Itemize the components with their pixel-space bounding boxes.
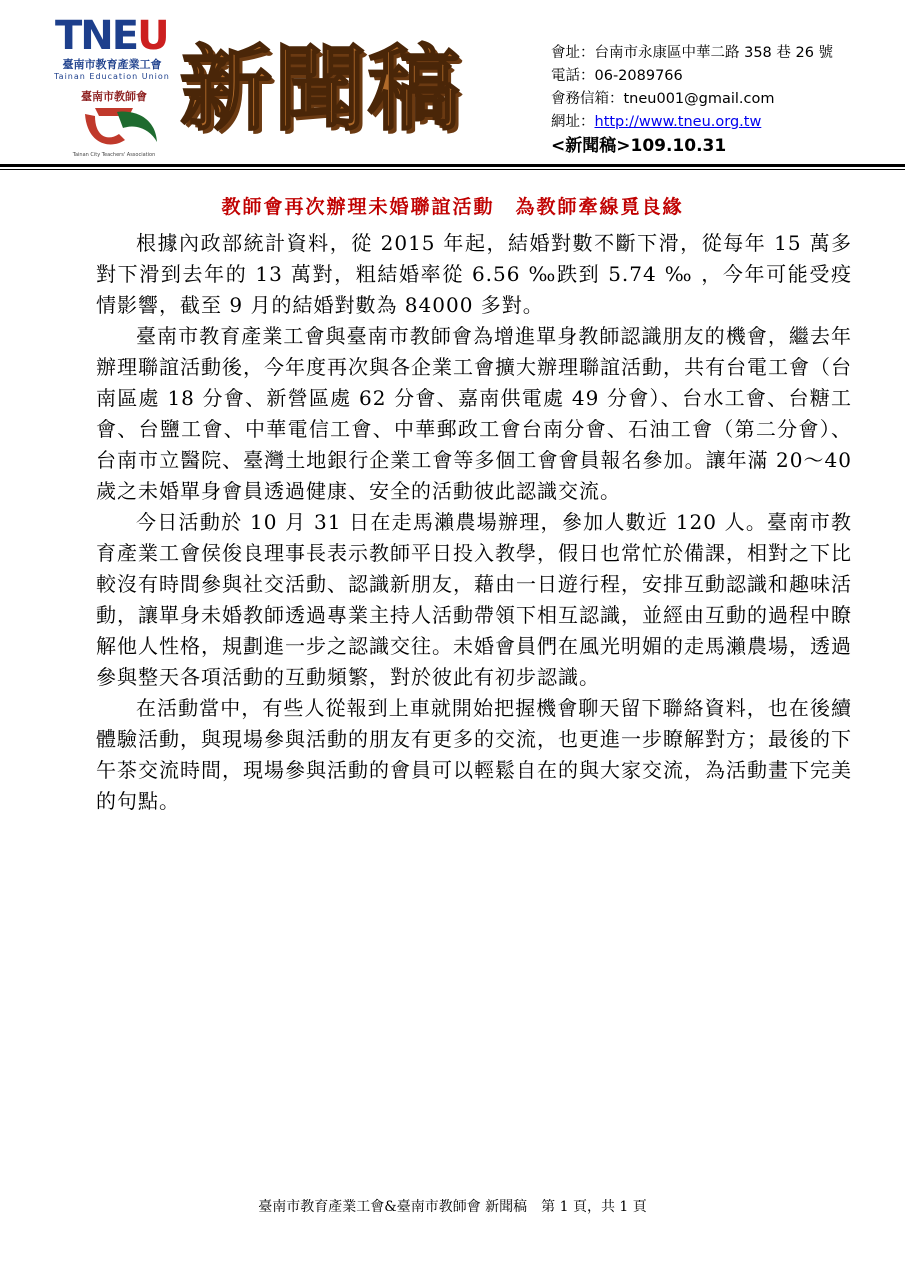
email-line: 會務信箱：tneu001@gmail.com [551,91,775,107]
paragraph-3: 今日活動於 10 月 31 日在走馬瀨農場辦理，參加人數近 120 人。臺南市教育產業工會侯俊良理事長表示教師平日投入教學，假日也常忙於備課，相對之下比較沒有時間參與社交活動、認識新朋友，藉由一日遊行程，安排互動認識和趣味活動，讓單身未婚教師透過專業主持人活動帶領下相互認識，並經由互動的過程中瞭解他人性格，規劃進一步之認識交往。未婚會員們在風光明媚的走馬瀨農場，透過參與整天各項活動的互動頻繁，對於彼此有初步認識。 [96,510,852,689]
logo-text-blue: TNE [55,13,138,59]
tneu-logo [55,14,168,58]
masthead-title: 新聞稿 [180,36,463,143]
address-line: 會址：台南市永康區中華二路 358 巷 26 號 [551,45,834,61]
website-link[interactable]: http://www.tneu.org.tw [594,114,762,130]
website-label: 網址： [551,114,595,130]
teachers-association-emblem [55,84,173,160]
contact-block [551,42,901,158]
article-headline: 教師會再次辦理未婚聯誼活動 為教師牽線覓良緣 [221,196,684,218]
logo-name-en: Tainan Education Union [54,72,170,81]
paragraph-2: 臺南市教育產業工會與臺南市教師會為增進單身教師認識朋友的機會，繼去年辦理聯誼活動後，今年度再次與各企業工會擴大辦理聯誼活動，共有台電工會（台南區處 18 分會、新營區處 62 分會、嘉南供電處 49 分會）、台水工會、台糖工會、台鹽工會、中華電信工會、中華郵政工會台南分會、石油工會（第二分會）、台南市立醫院、臺灣土地銀行企業工會等多個工會會員報名參加。讓年滿 20～40 歲之未婚單身會員透過健康、安全的活動彼此認識交流。 [96,324,852,503]
article-body [96,228,852,817]
header-rule-thin [0,169,905,170]
letterhead [0,0,905,170]
page-footer: 臺南市教育產業工會&臺南市教師會 新聞稿 第 1 頁，共 1 頁 [258,1199,647,1215]
phone-line: 電話：06-2089766 [551,68,683,84]
paragraph-4: 在活動當中，有些人從報到上車就開始把握機會聊天留下聯絡資料，也在後續體驗活動，與現場參與活動的朋友有更多的交流，也更進一步瞭解對方；最後的下午茶交流時間，現場參與活動的會員可以輕鬆自在的與大家交流，為活動畫下完美的句點。 [96,696,852,813]
release-dateline: <新聞稿>109.10.31 [551,136,727,156]
website-line [551,111,901,134]
paragraph-1: 根據內政部統計資料，從 2015 年起，結婚對數不斷下滑，從每年 15 萬多對下滑到去年的 13 萬對，粗結婚率從 6.56 ‰跌到 5.74 ‰ ，今年可能受疫情影響，截至 9 月的結婚對數為 84000 多對。 [96,231,852,317]
logo-name-cn: 臺南市教育產業工會 [62,58,162,71]
header-rule-thick [0,164,905,167]
logo-text-red: U [137,13,168,59]
emblem-name-cn: 臺南市教師會 [81,90,147,103]
emblem-name-en: Tainan City Teachers' Association [72,152,156,158]
